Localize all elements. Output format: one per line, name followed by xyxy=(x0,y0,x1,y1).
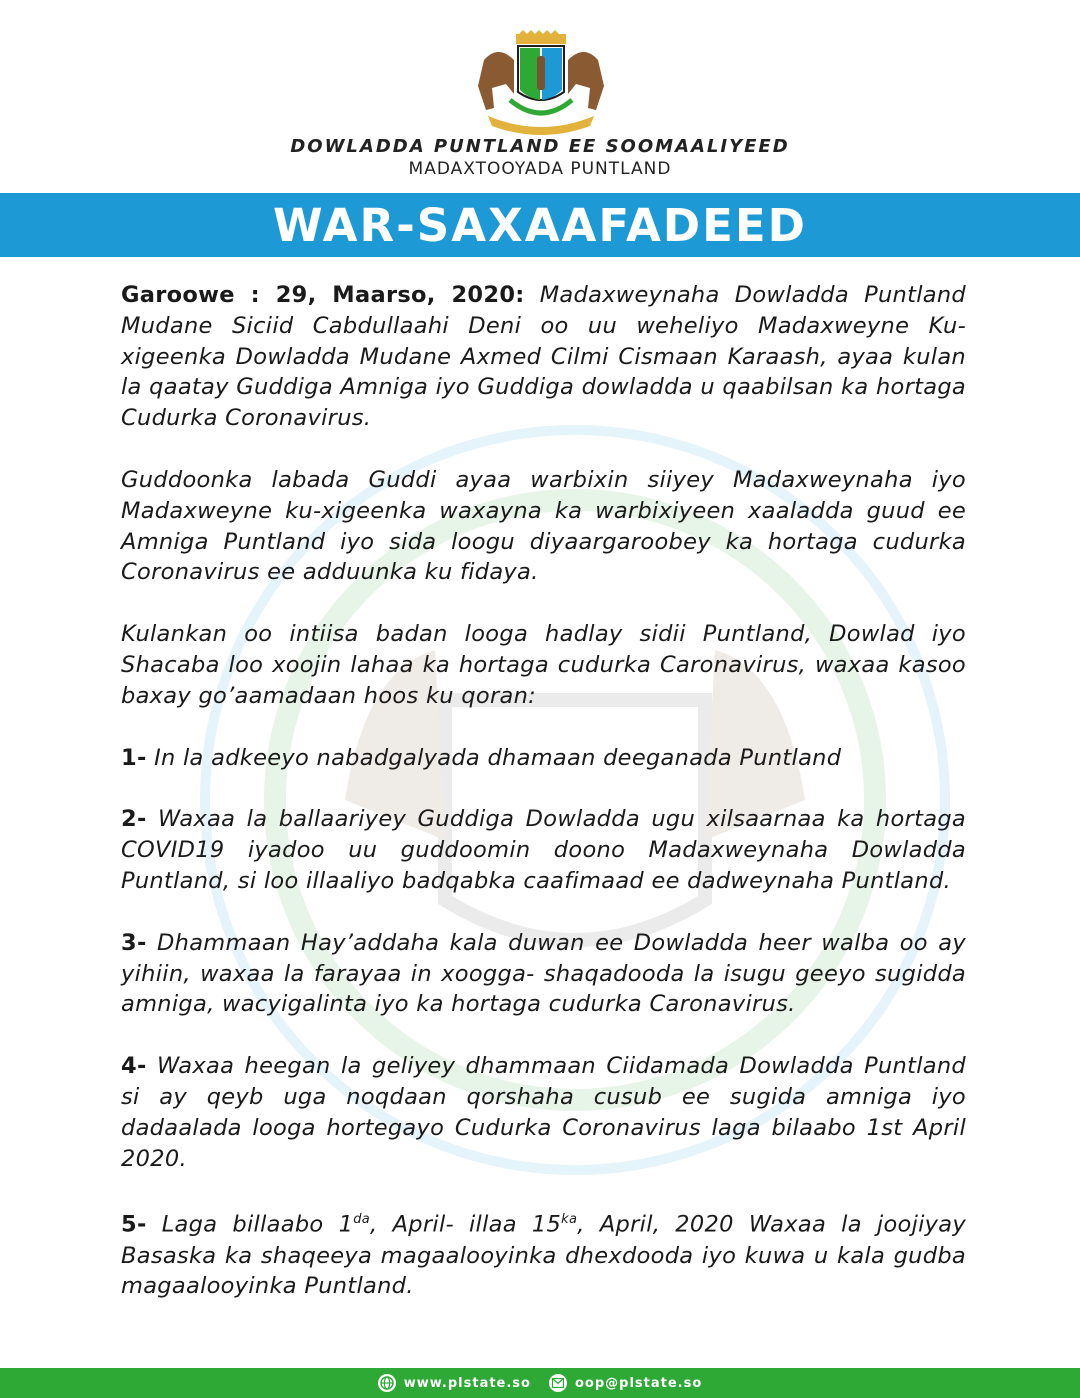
item-text: Waxaa heegan la geliyey dhammaan Ciidamada Dowladda Puntland si ay qeyb uga noqdaan qorshaha cusub ee sugida amniga iyo dadaalada looga hortegayo Cudurka Coronavirus laga bilaabo 1st April 2020. xyxy=(121,1053,966,1172)
item-text: In la adkeeyo nabadgalyada dhamaan deeganada Puntland xyxy=(154,744,842,771)
item-number: 1- xyxy=(121,744,147,771)
paragraph-briefing: Guddoonka labada Guddi ayaa warbixin siiyey Madaxweynaha iyo Madaxweyne ku-xigeenka waxayna ka warbixiyeen xaaladda guud ee Amniga Puntland iyo sida loogu diyaargaroobey ka hortaga cudurka Coronavirus ee adduunka ku fidaya. xyxy=(121,466,966,586)
coat-of-arms-logo xyxy=(470,30,612,138)
item-number: 3- xyxy=(121,929,147,956)
item-text: Waxaa la ballaariyey Guddiga Dowladda ugu xilsaarnaa ka hortaga COVID19 iyadoo uu guddoomin doono Madaxweynaha Dowladda Puntland, si loo illaaliyo badqabka caafimaad ee dadweynaha Puntland. xyxy=(121,806,966,894)
email-icon xyxy=(549,1374,567,1392)
item-text-end: , April, 2020 Waxaa la joojiyay Basaska ka shaqeeya magaalooyinka dhexdooda iyo kuwa u kala gudba magaalooyinka Puntland. xyxy=(121,1211,966,1300)
email-contact[interactable] xyxy=(549,1374,702,1392)
paragraph-intro xyxy=(121,280,966,434)
press-release-body xyxy=(121,280,966,1333)
decision-item-2 xyxy=(121,804,966,896)
decision-item-1 xyxy=(121,743,966,774)
email-link[interactable]: oop@plstate.so xyxy=(574,1375,703,1391)
globe-icon xyxy=(378,1374,396,1392)
footer-bar xyxy=(0,1368,1080,1398)
item-text-middle: , April- illaa 15 xyxy=(370,1211,562,1238)
item-text: Dhammaan Hay’addaha kala duwan ee Dowladda heer walba oo ay yihiin, waxaa la farayaa in xoogga- shaqadooda la isugu geeyo sugidda amniga, wacyigalinta iyo ka hortaga cudurka Caronavirus. xyxy=(121,929,966,1018)
decision-item-5 xyxy=(121,1205,966,1302)
ordinal-suffix: da xyxy=(353,1212,371,1228)
intro-text: Madaxweynaha Dowladda Puntland Mudane Siciid Cabdullaahi Deni oo uu weheliyo Madaxweyne Ku-xigeenka Dowladda Mudane Axmed Cilmi Cismaan Karaash, ayaa kulan la qaatay Guddiga Amniga iyo Guddiga dowladda u qaabilsan ka hortaga Cudurka Coronavirus. xyxy=(121,282,966,432)
item-number: 2- xyxy=(121,806,147,833)
paragraph-decisions-intro: Kulankan oo intiisa badan looga hadlay sidii Puntland, Dowlad iyo Shacaba loo xoojin lahaa ka hortaga cudurka Caronavirus, waxaa kasoo baxay go’aamadaan hoos ku qoran: xyxy=(121,621,966,709)
decision-item-3 xyxy=(121,928,966,1020)
organization-name: DOWLADDA PUNTLAND EE SOOMAALIYEED xyxy=(290,136,790,157)
organization-subtitle: MADAXTOOYADA PUNTLAND xyxy=(408,159,672,179)
website-link[interactable]: www.plstate.so xyxy=(403,1375,531,1391)
decision-item-4 xyxy=(121,1051,966,1174)
title-banner xyxy=(0,193,1080,257)
dateline: Garoowe : 29, Maarso, 2020: xyxy=(121,282,525,308)
ordinal-suffix: ka xyxy=(561,1212,578,1228)
item-number: 4- xyxy=(121,1053,147,1080)
website-contact[interactable] xyxy=(378,1374,531,1392)
item-text-start: Laga billaabo 1 xyxy=(161,1211,354,1238)
item-number: 5- xyxy=(121,1211,147,1238)
document-title: WAR-SAXAAFADEED xyxy=(273,198,807,252)
